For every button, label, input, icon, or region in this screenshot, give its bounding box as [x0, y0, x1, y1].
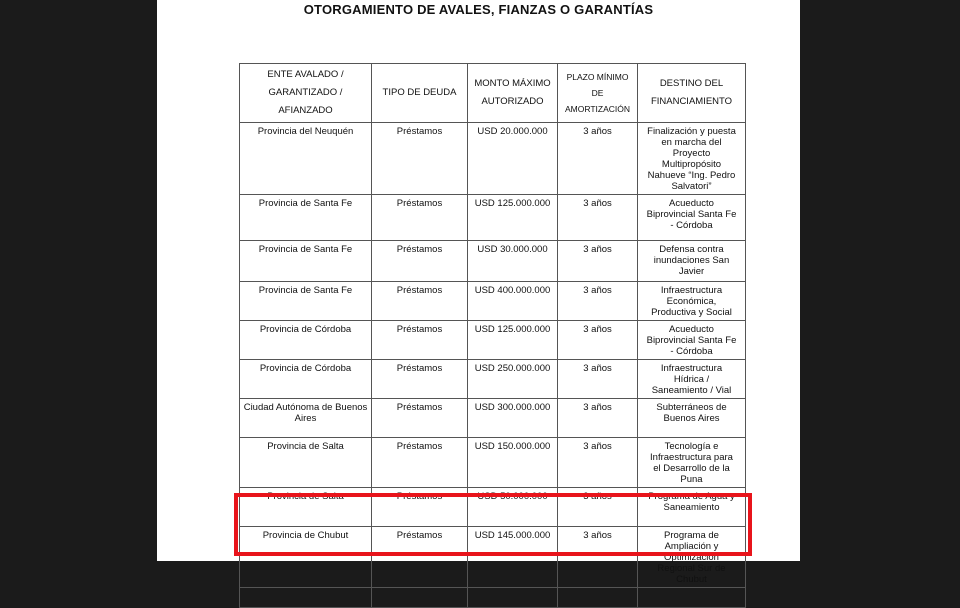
table-row [240, 438, 746, 488]
cell-monto: USD 50.000.000 [468, 488, 558, 527]
cell-destino: Acueducto Biprovincial Santa Fe - Córdoba [638, 321, 746, 360]
cell-tipo: Préstamos [372, 527, 468, 588]
table-row [240, 588, 746, 608]
cell-plazo: 3 años [558, 360, 638, 399]
cell-destino: Subterráneos de Buenos Aires [638, 399, 746, 438]
cell-monto: USD 250.000.000 [468, 360, 558, 399]
cell-monto: USD 125.000.000 [468, 195, 558, 241]
cell-tipo: Préstamos [372, 123, 468, 195]
cell-plazo: 3 años [558, 195, 638, 241]
cell-plazo: 3 años [558, 438, 638, 488]
cell-ente: Provincia de Salta [240, 438, 372, 488]
cell-destino: Infraestructura Económica, Productiva y Social [638, 282, 746, 321]
cell-tipo: Préstamos [372, 241, 468, 282]
cell-ente: Provincia de Córdoba [240, 321, 372, 360]
cell-destino: Defensa contra inundaciones San Javier [638, 241, 746, 282]
cell-tipo: Préstamos [372, 195, 468, 241]
cell-plazo: 3 años [558, 527, 638, 588]
header-destino: DESTINO DEL FINANCIAMIENTO [638, 64, 746, 123]
cell-plazo: 3 años [558, 321, 638, 360]
cell-plazo: 3 años [558, 241, 638, 282]
cell-destino: Tecnología e Infraestructura para el Desarrollo de la Puna [638, 438, 746, 488]
cell-tipo: Préstamos [372, 399, 468, 438]
header-ente: ENTE AVALADO / GARANTIZADO / AFIANZADO [240, 64, 372, 123]
table-row [240, 123, 746, 195]
cell-ente: Provincia de Córdoba [240, 360, 372, 399]
cell-monto: USD 30.000.000 [468, 241, 558, 282]
cell-plazo: 3 años [558, 123, 638, 195]
cell-tipo: Préstamos [372, 488, 468, 527]
page-title: OTORGAMIENTO DE AVALES, FIANZAS O GARANTÍAS [303, 2, 654, 17]
cell-plazo: 3 años [558, 488, 638, 527]
table-header-row [240, 64, 746, 123]
cell-tipo: Préstamos [372, 321, 468, 360]
table-row [240, 241, 746, 282]
cell-ente: Provincia de Santa Fe [240, 195, 372, 241]
cell-monto: USD 145.000.000 [468, 527, 558, 588]
cell-plazo: 3 años [558, 399, 638, 438]
cell-plazo [558, 588, 638, 608]
cell-tipo: Préstamos [372, 438, 468, 488]
cell-plazo: 3 años [558, 282, 638, 321]
table-row [240, 399, 746, 438]
table-row [240, 195, 746, 241]
cell-destino: Acueducto Biprovincial Santa Fe - Córdoba [638, 195, 746, 241]
cell-ente: Provincia de Santa Fe [240, 241, 372, 282]
table-row [240, 282, 746, 321]
cell-destino [638, 588, 746, 608]
cell-ente: Provincia de Salta [240, 488, 372, 527]
cell-monto: USD 20.000.000 [468, 123, 558, 195]
cell-monto [468, 588, 558, 608]
table-row [240, 321, 746, 360]
highlight-box [234, 493, 752, 556]
cell-ente: Ciudad Autónoma de Buenos Aires [240, 399, 372, 438]
cell-destino: Finalización y puesta en marcha del Proyecto Multipropósito Nahueve “Ing. Pedro Salvatori” [638, 123, 746, 195]
cell-tipo [372, 588, 468, 608]
cell-ente: Provincia de Santa Fe [240, 282, 372, 321]
cell-destino: Programa de Agua y Saneamiento [638, 488, 746, 527]
header-tipo: TIPO DE DEUDA [372, 64, 468, 123]
cell-ente [240, 588, 372, 608]
cell-monto: USD 400.000.000 [468, 282, 558, 321]
cell-monto: USD 125.000.000 [468, 321, 558, 360]
cell-tipo: Préstamos [372, 360, 468, 399]
header-plazo: PLAZO MÍNIMO DE AMORTIZACIÓN [558, 64, 638, 123]
header-monto: MONTO MÁXIMO AUTORIZADO [468, 64, 558, 123]
table-row [240, 360, 746, 399]
cell-monto: USD 300.000.000 [468, 399, 558, 438]
cell-destino: Infraestructura Hídrica / Saneamiento / Vial [638, 360, 746, 399]
cell-ente: Provincia de Chubut [240, 527, 372, 588]
cell-destino: Programa de Ampliación y Optimización Regional Sur de Chubut [638, 527, 746, 588]
cell-monto: USD 150.000.000 [468, 438, 558, 488]
document-page [157, 0, 800, 585]
cell-tipo: Préstamos [372, 282, 468, 321]
cell-ente: Provincia del Neuquén [240, 123, 372, 195]
